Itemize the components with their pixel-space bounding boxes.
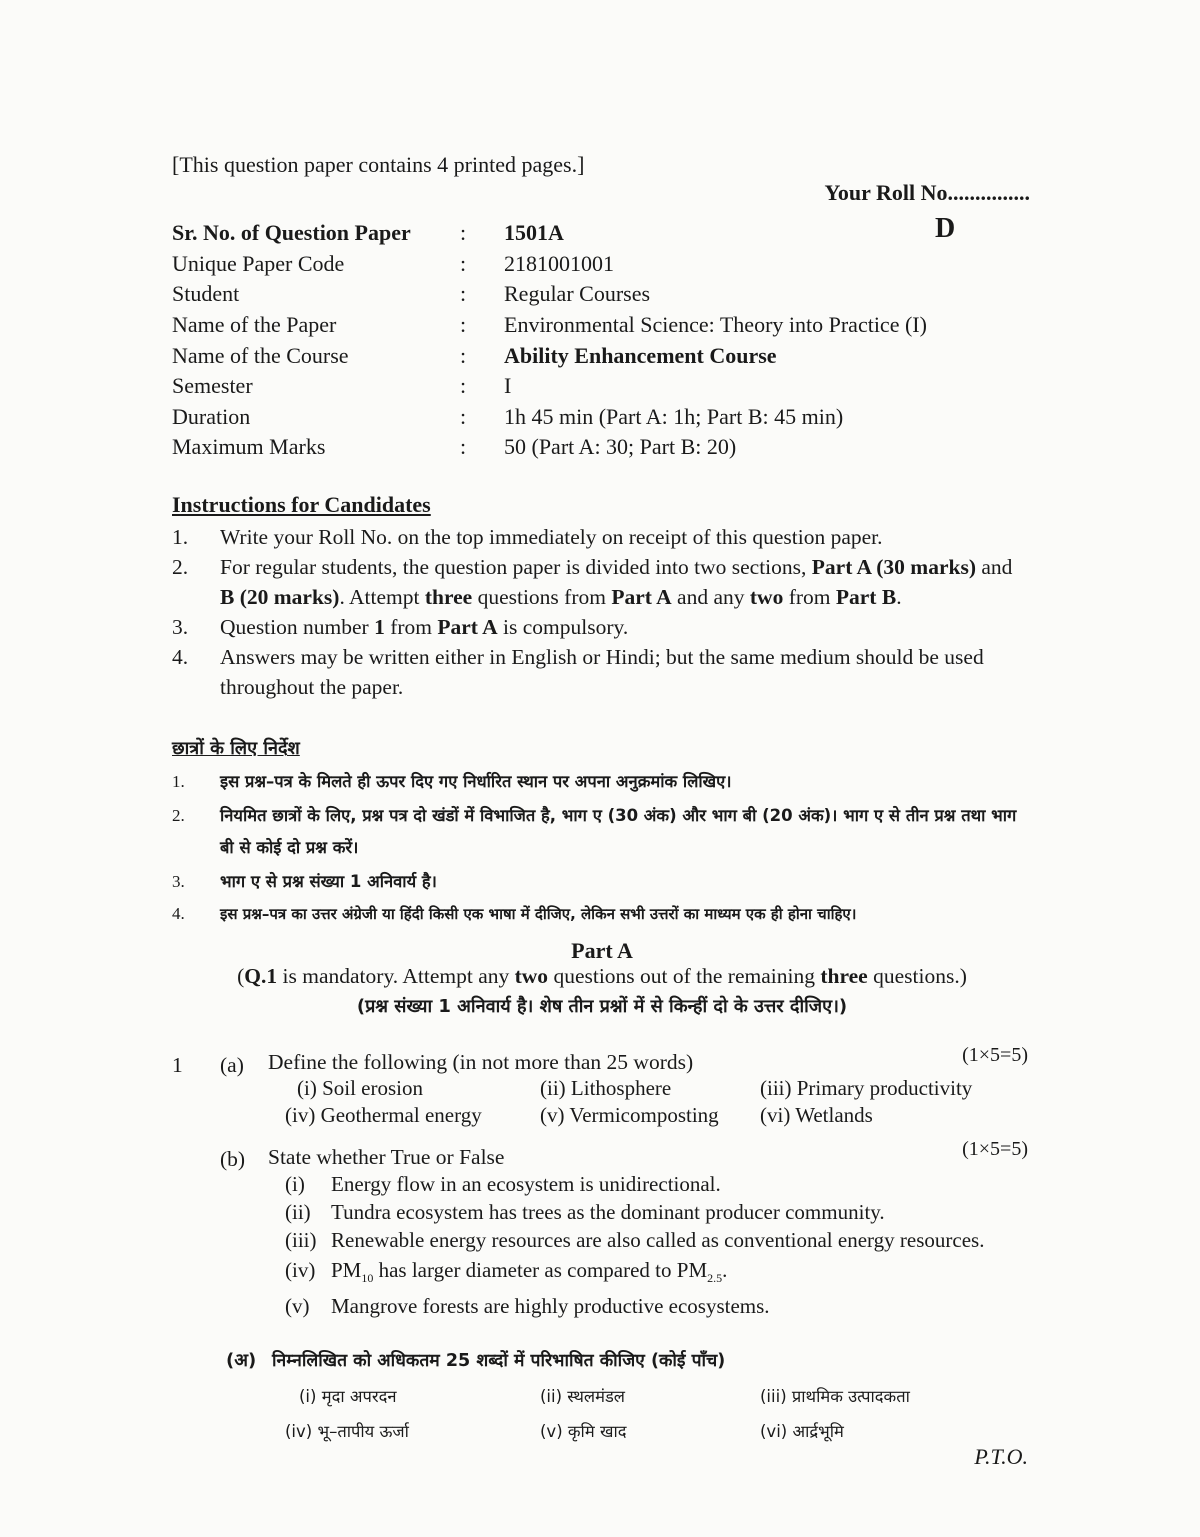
text-run: from: [384, 615, 438, 639]
term-item: (v) कृमि खाद: [540, 1422, 627, 1441]
instruction-number: 3.: [172, 872, 185, 891]
text-run: is mandatory. Attempt any: [277, 964, 515, 988]
detail-value: Regular Courses: [504, 281, 651, 307]
instruction-text: [220, 552, 1032, 612]
item-number: (ii): [285, 1200, 311, 1224]
instruction-text: इस प्रश्न–पत्र का उत्तर अंग्रेजी या हिंदी किसी एक भाषा में दीजिए, लेकिन सभी उत्तरों का माध्यम एक ही होना चाहिए।: [220, 905, 857, 923]
text-run-bold: 1: [374, 615, 385, 639]
paper-detail-row: [172, 249, 1032, 280]
term-item: (iii) प्राथमिक उत्पादकता: [760, 1387, 910, 1406]
instruction-number: 2.: [172, 806, 185, 825]
instruction-text: इस प्रश्न–पत्र के मिलते ही ऊपर दिए गए निर्धारित स्थान पर अपना अनुक्रमांक लिखिए।: [220, 772, 732, 791]
instruction-number: 3.: [172, 615, 189, 639]
text-run-bold: three: [424, 585, 473, 609]
text-run: questions.): [867, 964, 967, 988]
part-a-heading: Part A: [571, 938, 633, 963]
question-number: 1: [172, 1053, 183, 1077]
paper-detail-row: [172, 371, 1032, 402]
detail-colon: :: [460, 250, 467, 276]
definition-terms: [285, 1076, 1015, 1128]
detail-label: Maximum Marks: [172, 434, 326, 460]
item-number: (iii): [285, 1228, 317, 1252]
paper-detail-row: [172, 279, 1032, 310]
item-text: Renewable energy resources are also called as conventional energy resources.: [331, 1228, 985, 1252]
instruction-text: [220, 612, 1032, 642]
item-text: Energy flow in an ecosystem is unidirectional.: [331, 1172, 721, 1196]
term-item: (iv) Geothermal energy: [285, 1103, 482, 1127]
hindi-definition-terms: [285, 1384, 1025, 1442]
text-run: questions from: [472, 585, 612, 609]
marks-allocation: (1×5=5): [962, 1044, 1028, 1066]
instruction-item: [172, 552, 1032, 612]
text-run-bold: Part B: [835, 585, 897, 609]
paper-detail-row: [172, 218, 1032, 249]
subquestion-text: Define the following (in not more than 25 words): [268, 1050, 694, 1074]
true-false-item: [285, 1292, 1035, 1320]
detail-label: Unique Paper Code: [172, 250, 345, 276]
instruction-number: 2.: [172, 555, 189, 579]
text-run-bold: Part A (30 marks): [811, 555, 976, 579]
item-number: (iv): [285, 1258, 316, 1282]
text-run-bold: B (20 marks): [220, 585, 340, 609]
detail-label: Sr. No. of Question Paper: [172, 220, 411, 246]
hindi-instruction-item: [172, 900, 1032, 928]
item-text: Tundra ecosystem has trees as the dominant producer community.: [331, 1200, 885, 1224]
true-false-list: [285, 1170, 1035, 1320]
marks-allocation: (1×5=5): [962, 1138, 1028, 1160]
true-false-item: [285, 1170, 1035, 1198]
text-run: and any: [671, 585, 750, 609]
text-run: has larger diameter as compared to PM: [373, 1258, 708, 1282]
text-run: . Attempt: [339, 585, 425, 609]
text-run: is compulsory.: [497, 615, 629, 639]
text-run-bold: two: [749, 585, 784, 609]
text-run-bold: Part A: [611, 585, 672, 609]
item-number: (i): [285, 1172, 305, 1196]
instruction-text: Answers may be written either in English or Hindi; but the same medium should be used throughout the paper.: [220, 645, 984, 699]
text-run: PM: [331, 1258, 362, 1282]
text-run-bold: three: [820, 964, 868, 988]
detail-value: 2181001001: [504, 250, 614, 276]
term-item: (ii) स्थलमंडल: [540, 1387, 625, 1406]
subquestion-text: State whether True or False: [268, 1145, 505, 1169]
detail-value: 1501A: [504, 220, 564, 246]
instruction-item: [172, 522, 1032, 552]
term-item: (v) Vermicomposting: [540, 1103, 719, 1127]
detail-value: Environmental Science: Theory into Practice (I): [504, 312, 927, 338]
instruction-text: भाग ए से प्रश्न संख्या 1 अनिवार्य है।: [220, 872, 437, 891]
hindi-instructions-section: [172, 736, 1032, 928]
detail-colon: :: [460, 342, 467, 368]
text-run: (: [237, 964, 245, 988]
term-item: (i) मृदा अपरदन: [299, 1387, 397, 1406]
term-item: (ii) Lithosphere: [540, 1076, 672, 1100]
instructions-section: [172, 490, 1032, 702]
subquestion-label: (a): [220, 1053, 244, 1077]
detail-colon: :: [460, 220, 467, 246]
hindi-instruction-item: [172, 868, 1032, 896]
paper-detail-row: [172, 310, 1032, 341]
term-item: (vi) आर्द्रभूमि: [760, 1422, 844, 1441]
detail-colon: :: [460, 281, 467, 307]
detail-label: Duration: [172, 403, 251, 429]
subscript: 10: [361, 1271, 374, 1286]
instruction-item: [172, 642, 1032, 702]
detail-label: Name of the Paper: [172, 312, 337, 338]
hindi-instruction-item: [172, 768, 1032, 796]
detail-colon: :: [460, 373, 467, 399]
instructions-heading: Instructions for Candidates: [172, 492, 431, 517]
detail-value: I: [504, 373, 512, 399]
item-number: (v): [285, 1294, 310, 1319]
instruction-number: 4.: [172, 904, 185, 923]
detail-colon: :: [460, 403, 467, 429]
detail-colon: :: [460, 312, 467, 338]
part-a-instruction-hindi: (प्रश्न संख्या 1 अनिवार्य है। शेष तीन प्रश्नों में से किन्हीं दो के उत्तर दीजिए।): [356, 996, 848, 1017]
part-a-instruction: [172, 964, 1032, 989]
true-false-item: [285, 1198, 1035, 1226]
detail-value: Ability Enhancement Course: [504, 342, 777, 368]
item-text: [331, 1256, 727, 1292]
detail-colon: :: [460, 434, 467, 460]
item-text: Mangrove forests are highly productive ecosystems.: [331, 1294, 770, 1319]
instruction-item: [172, 612, 1032, 642]
text-run: .: [722, 1258, 728, 1282]
text-run-bold: two: [514, 964, 549, 988]
instruction-number: 1.: [172, 525, 189, 549]
hindi-subquestion-text: निम्नलिखित को अधिकतम 25 शब्दों में परिभाषित कीजिए (कोई पाँच): [272, 1351, 726, 1371]
text-run: Question number: [220, 615, 375, 639]
please-turn-over: P.T.O.: [974, 1444, 1028, 1469]
term-item: (iv) भू–तापीय ऊर्जा: [285, 1422, 409, 1441]
hindi-subquestion-label: (अ): [226, 1350, 257, 1371]
paper-detail-row: [172, 340, 1032, 371]
paper-detail-row: [172, 402, 1032, 433]
detail-label: Student: [172, 281, 240, 307]
term-item: (vi) Wetlands: [760, 1103, 873, 1127]
text-run: and: [975, 555, 1013, 579]
roll-number-field: Your Roll No...............: [824, 180, 1030, 205]
text-run-bold: Part A: [437, 615, 498, 639]
hindi-instructions-heading: छात्रों के लिए निर्देश: [172, 738, 300, 759]
paper-set-letter: D: [935, 213, 956, 244]
true-false-item: [285, 1226, 1035, 1254]
page-count-note: [This question paper contains 4 printed pages.]: [172, 152, 585, 177]
text-run-bold: Q.1: [244, 964, 278, 988]
detail-label: Name of the Course: [172, 342, 349, 368]
paper-details-table: [172, 218, 1032, 463]
true-false-item: [285, 1256, 1035, 1292]
text-run: questions out of the remaining: [548, 964, 821, 988]
detail-label: Semester: [172, 373, 253, 399]
detail-value: 50 (Part A: 30; Part B: 20): [504, 434, 737, 460]
detail-value: 1h 45 min (Part A: 1h; Part B: 45 min): [504, 403, 844, 429]
text-run: For regular students, the question paper is divided into two sections,: [220, 555, 812, 579]
term-item: (i) Soil erosion: [297, 1076, 423, 1100]
text-run: .: [896, 585, 902, 609]
subscript: 2.5: [707, 1271, 723, 1286]
text-run: from: [783, 585, 836, 609]
instruction-number: 1.: [172, 772, 185, 791]
hindi-instruction-item: [172, 800, 1032, 864]
term-item: (iii) Primary productivity: [760, 1076, 973, 1100]
subquestion-label: (b): [220, 1147, 246, 1171]
instruction-text: Write your Roll No. on the top immediately on receipt of this question paper.: [220, 525, 883, 549]
paper-detail-row: [172, 432, 1032, 463]
instruction-number: 4.: [172, 645, 189, 669]
instruction-text: नियमित छात्रों के लिए, प्रश्न पत्र दो खंडों में विभाजित है, भाग ए (30 अंक) और भाग बी (20 अंक)। भाग ए से तीन प्रश्न तथा भाग बी से कोई दो प्रश्न करें।: [220, 806, 1017, 857]
